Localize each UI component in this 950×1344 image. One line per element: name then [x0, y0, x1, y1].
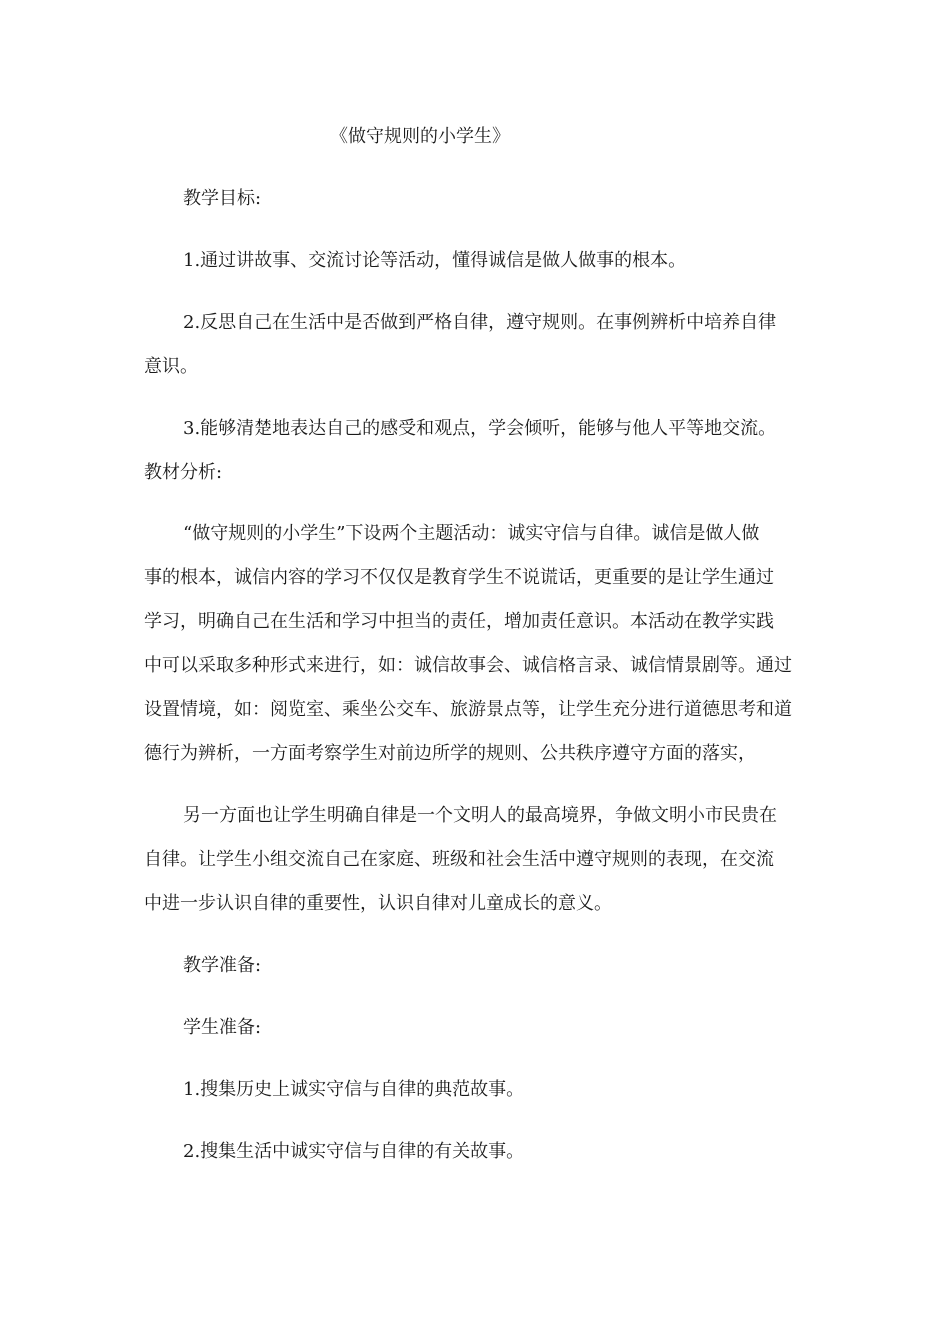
- analysis-line: “做守规则的小学生”下设两个主题活动：诚实守信与自律。诚信是做人做: [183, 523, 760, 544]
- goal-2: 2.反思自己在生活中是否做到严格自律，遵守规则。在事例辨析中培养自律: [183, 312, 777, 333]
- analysis-line: 学习，明确自己在生活和学习中担当的责任，增加责任意识。本活动在教学实践: [144, 611, 774, 632]
- prep-item-2: 2.搜集生活中诚实守信与自律的有关故事。: [183, 1141, 525, 1162]
- analysis-line: 设置情境，如：阅览室、乘坐公交车、旅游景点等，让学生充分进行道德思考和道: [144, 699, 792, 720]
- goal-3: 3.能够清楚地表达自己的感受和观点，学会倾听，能够与他人平等地交流。: [183, 418, 777, 439]
- heading-teaching-goals: 教学目标:: [183, 188, 262, 209]
- goal-2-cont: 意识。: [144, 356, 198, 377]
- analysis-line: 德行为辨析，一方面考察学生对前边所学的规则、公共秩序遵守方面的落实，: [144, 743, 756, 764]
- analysis-line: 另一方面也让学生明确自律是一个文明人的最高境界，争做文明小市民贵在: [183, 805, 777, 826]
- analysis-line: 事的根本，诚信内容的学习不仅仅是教育学生不说谎话，更重要的是让学生通过: [144, 567, 774, 588]
- analysis-line: 自律。让学生小组交流自己在家庭、班级和社会生活中遵守规则的表现，在交流: [144, 849, 774, 870]
- goal-1: 1.通过讲故事、交流讨论等活动，懂得诚信是做人做事的根本。: [183, 250, 687, 271]
- prep-item-1: 1.搜集历史上诚实守信与自律的典范故事。: [183, 1079, 525, 1100]
- document-title: 《做守规则的小学生》: [330, 126, 510, 147]
- analysis-line: 中可以采取多种形式来进行，如：诚信故事会、诚信格言录、诚信情景剧等。通过: [144, 655, 792, 676]
- heading-student-prep: 学生准备:: [183, 1017, 262, 1038]
- heading-material-analysis: 教材分析:: [144, 462, 223, 483]
- analysis-line: 中进一步认识自律的重要性，认识自律对儿童成长的意义。: [144, 893, 612, 914]
- heading-teaching-prep: 教学准备:: [183, 955, 262, 976]
